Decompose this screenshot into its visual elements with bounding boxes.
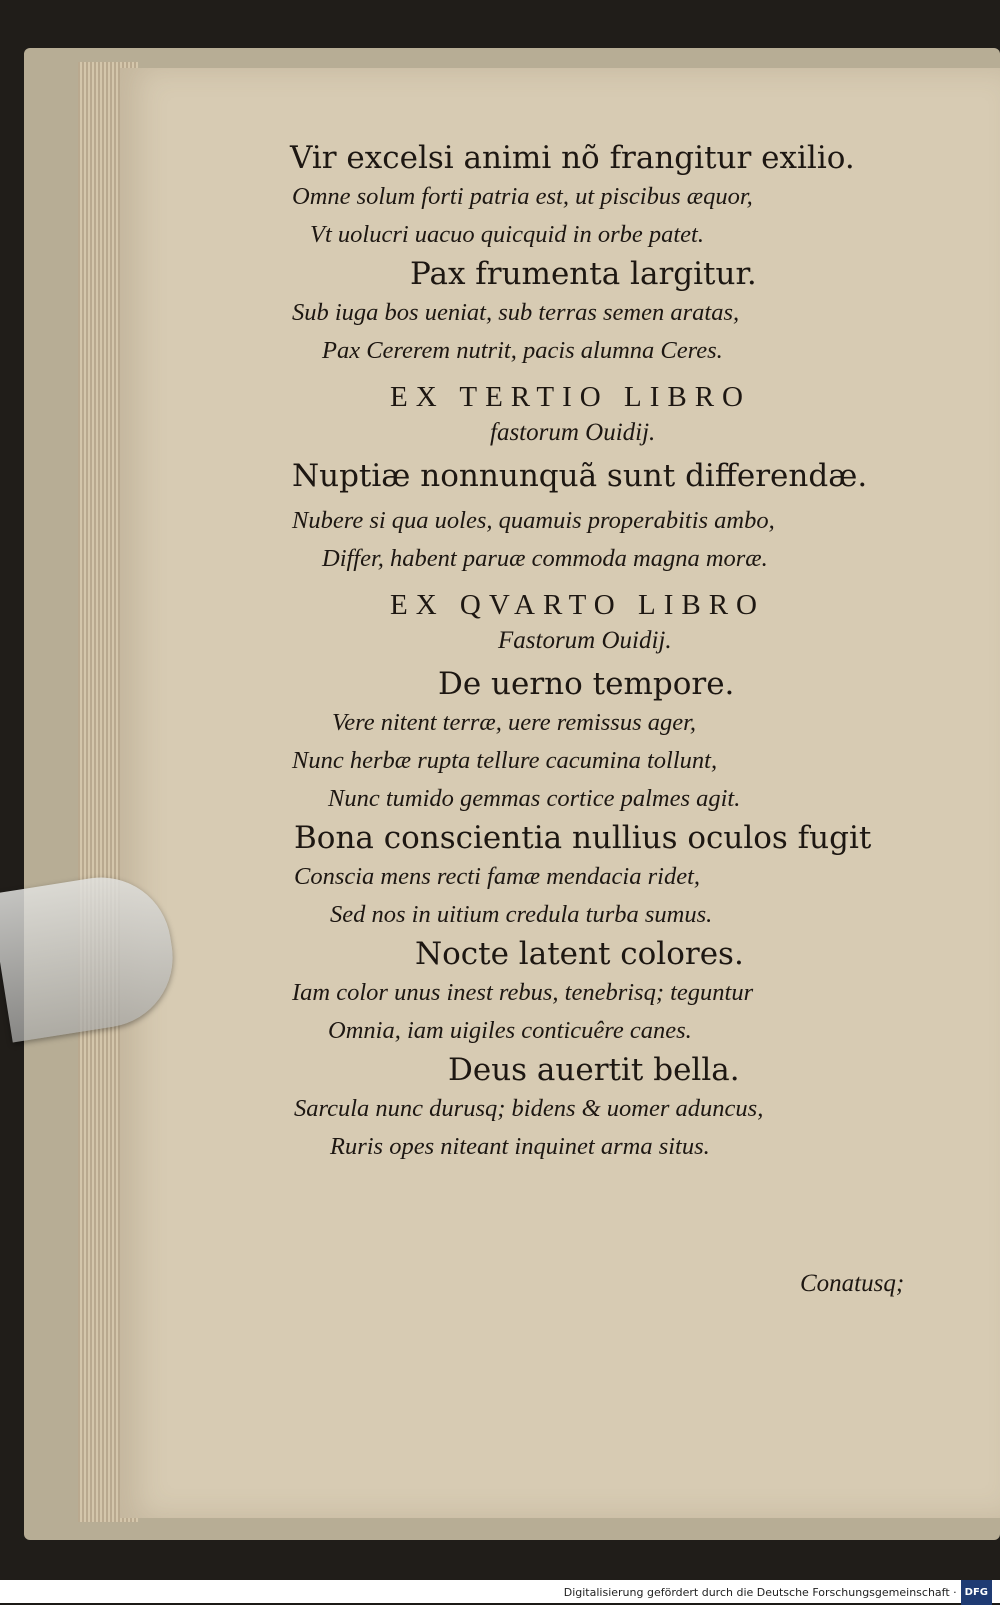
verse-line: Conscia mens recti famæ mendacia ridet, [294,863,701,890]
funding-notice: Digitalisierung gefördert durch die Deutsche Forschungsgemeinschaft · [563,1586,957,1599]
section-heading: EX QVARTO LIBRO [390,589,765,621]
verse-line: Vere nitent terræ, uere remissus ager, [332,709,697,736]
section-subheading: fastorum Ouidij. [490,419,656,446]
verse-line: Vt uolucri uacuo quicquid in orbe patet. [310,221,704,248]
heading-line: Bona conscientia nullius oculos fugit [294,820,872,856]
section-heading: EX TERTIO LIBRO [390,381,751,413]
footer-bar [0,1580,1000,1603]
verse-line: Nubere si qua uoles, quamuis properabitis ambo, [292,507,775,534]
verse-line: Sarcula nunc durusq; bidens & uomer aduncus, [294,1095,764,1122]
verse-line: Omnia, iam uigiles conticuêre canes. [328,1017,692,1044]
heading-line: Vir excelsi animi nõ frangitur exilio. [290,140,855,176]
heading-line: Deus auertit bella. [448,1052,740,1088]
heading-line: Pax frumenta largitur. [410,256,757,292]
verse-line: Ruris opes niteant inquinet arma situs. [330,1133,710,1160]
verse-line: Sub iuga bos ueniat, sub terras semen aratas, [292,299,740,326]
verse-line: Nunc herbæ rupta tellure cacumina tollunt, [292,747,718,774]
section-subheading: Fastorum Ouidij. [498,627,672,654]
catchword: Conatusq; [800,1270,905,1297]
page-text [280,138,940,1166]
verse-line: Sed nos in uitium credula turba sumus. [330,901,713,928]
verse-line: Iam color unus inest rebus, tenebrisq; teguntur [292,979,754,1006]
dfg-logo-icon: DFG [961,1580,992,1605]
verse-line: Pax Cererem nutrit, pacis alumna Ceres. [322,337,723,364]
verse-line: Omne solum forti patria est, ut piscibus æquor, [292,183,753,210]
heading-line: De uerno tempore. [438,666,735,702]
verse-line: Differ, habent paruæ commoda magna moræ. [322,545,768,572]
heading-line: Nuptiæ nonnunquã sunt differendæ. [292,458,868,494]
verse-line: Nunc tumido gemmas cortice palmes agit. [328,785,741,812]
heading-line: Nocte latent colores. [415,936,744,972]
